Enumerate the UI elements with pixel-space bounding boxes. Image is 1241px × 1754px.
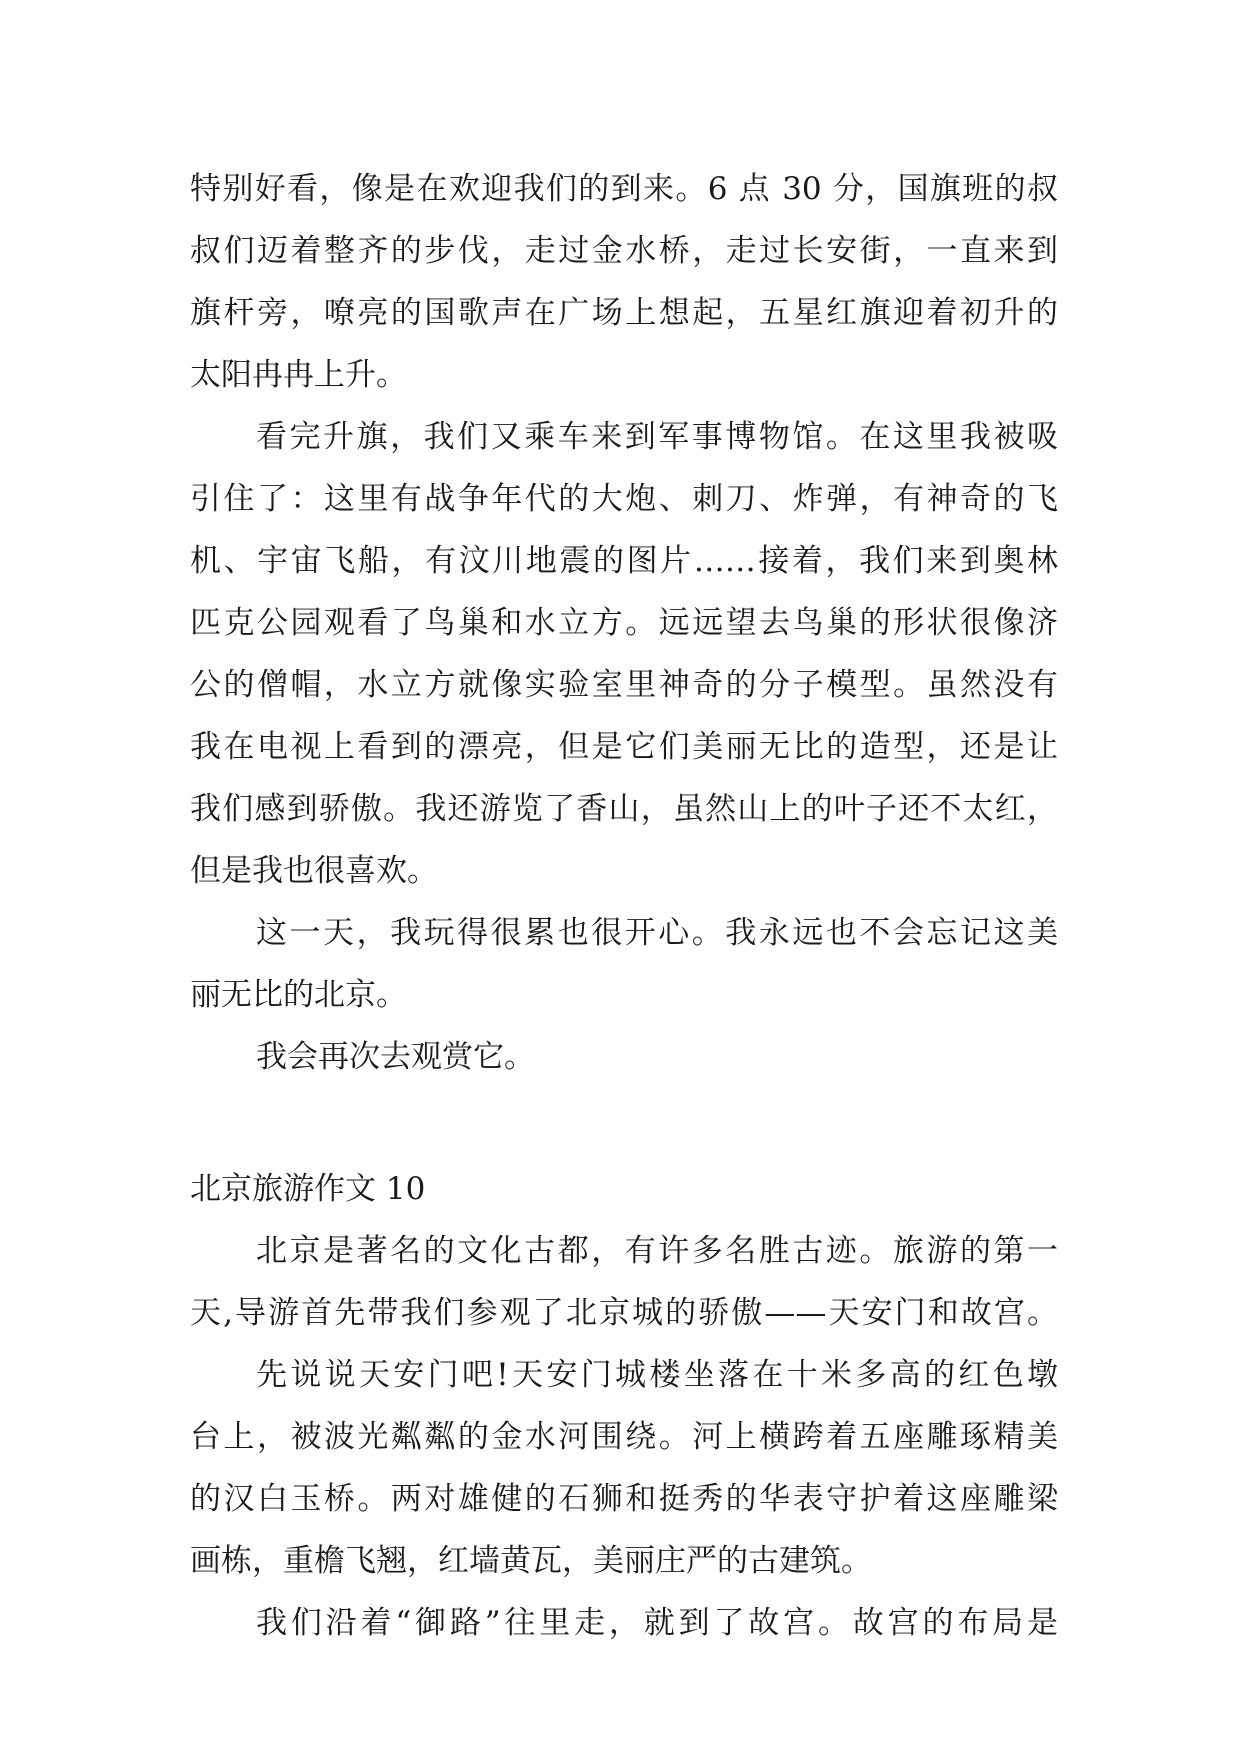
paragraph-line: 太阳冉冉上升。	[190, 357, 407, 393]
paragraph-line: 匹克公园观看了鸟巢和水立方。远远望去鸟巢的形状很像济	[190, 605, 1058, 641]
paragraph-line: 天,导游首先带我们参观了北京城的骄傲——天安门和故宫。	[190, 1295, 1058, 1331]
paragraph-line: 丽无比的北京。	[190, 977, 407, 1013]
paragraph-line: 特别好看，像是在欢迎我们的到来。6 点 30 分，国旗班的叔	[190, 171, 1058, 207]
paragraph-line: 先说说天安门吧!天安门城楼坐落在十米多高的红色墩	[256, 1357, 1058, 1393]
essay-body	[190, 158, 1058, 1654]
paragraph-line: 看完升旗，我们又乘车来到军事博物馆。在这里我被吸	[256, 419, 1058, 455]
paragraph-line: 这一天，我玩得很累也很开心。我永远也不会忘记这美	[256, 915, 1058, 951]
paragraph-line: 机、宇宙飞船，有汶川地震的图片……接着，我们来到奥林	[190, 543, 1058, 579]
section-spacer	[190, 1088, 1058, 1158]
paragraph-line: 公的僧帽，水立方就像实验室里神奇的分子模型。虽然没有	[190, 667, 1058, 703]
paragraph-line: 北京是著名的文化古都，有许多名胜古迹。旅游的第一	[256, 1233, 1058, 1269]
paragraph-line: 画栋，重檐飞翘，红墙黄瓦，美丽庄严的古建筑。	[190, 1543, 872, 1579]
paragraph-line: 但是我也很喜欢。	[190, 853, 438, 889]
section-title: 北京旅游作文 10	[190, 1171, 426, 1207]
paragraph-line: 我会再次去观赏它。	[256, 1039, 535, 1075]
paragraph-line: 台上，被波光粼粼的金水河围绕。河上横跨着五座雕琢精美	[190, 1419, 1058, 1455]
paragraph-line: 我们感到骄傲。我还游览了香山，虽然山上的叶子还不太红，	[190, 791, 1058, 827]
paragraph-line: 我在电视上看到的漂亮，但是它们美丽无比的造型，还是让	[190, 729, 1058, 765]
paragraph-line: 我们沿着“御路”往里走，就到了故宫。故宫的布局是	[256, 1605, 1058, 1641]
paragraph-line: 叔们迈着整齐的步伐，走过金水桥，走过长安街，一直来到	[190, 233, 1058, 269]
paragraph-line: 的汉白玉桥。两对雄健的石狮和挺秀的华表守护着这座雕梁	[190, 1481, 1058, 1517]
paragraph-line: 旗杆旁，嘹亮的国歌声在广场上想起，五星红旗迎着初升的	[190, 295, 1058, 331]
paragraph-line: 引住了：这里有战争年代的大炮、刺刀、炸弹，有神奇的飞	[190, 481, 1058, 517]
